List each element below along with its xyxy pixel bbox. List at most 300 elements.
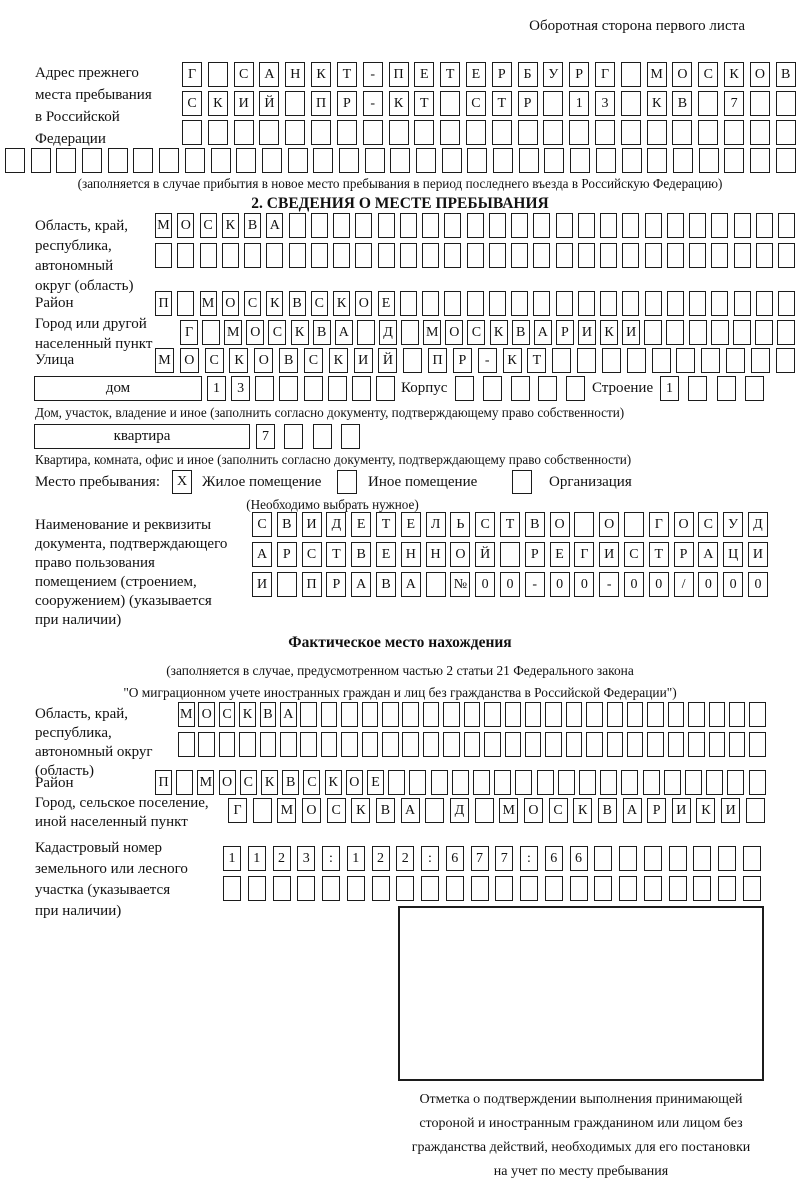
stamp-caption-line: стороной и иностранным гражданином или лицом без [419, 1116, 743, 1131]
char-box [82, 148, 102, 173]
char-box [464, 702, 481, 727]
char-box: П [389, 62, 409, 87]
char-box: К [647, 91, 667, 116]
char-box: М [155, 213, 172, 238]
char-box [133, 148, 153, 173]
char-box [304, 376, 323, 401]
char-box: О [246, 320, 264, 345]
char-box [244, 243, 261, 268]
document-row-2 [252, 542, 768, 567]
char-box: К [291, 320, 309, 345]
char-box: И [748, 542, 768, 567]
char-box [444, 213, 461, 238]
char-box [711, 320, 729, 345]
char-box: К [490, 320, 508, 345]
char-box: Д [326, 512, 346, 537]
char-box [755, 320, 773, 345]
char-box [400, 213, 417, 238]
char-box: К [208, 91, 228, 116]
prev-address-label-line: Федерации [35, 131, 106, 147]
char-box: С [240, 770, 257, 795]
char-box [645, 213, 662, 238]
char-box: 2 [273, 846, 291, 871]
char-box [423, 702, 440, 727]
char-box: С [205, 348, 224, 373]
char-box [333, 213, 350, 238]
char-box [538, 376, 557, 401]
char-box [668, 732, 685, 757]
char-box: О [222, 291, 239, 316]
char-box [262, 148, 282, 173]
char-box [505, 702, 522, 727]
char-box [285, 120, 305, 145]
char-box [389, 120, 409, 145]
char-box [519, 148, 539, 173]
char-box [543, 91, 563, 116]
char-box: Е [401, 512, 421, 537]
stroenie-label: Строение [592, 380, 654, 396]
char-box: К [389, 91, 409, 116]
char-box [311, 243, 328, 268]
char-box [776, 148, 796, 173]
char-box: М [499, 798, 518, 823]
char-box: Р [556, 320, 574, 345]
char-box [544, 148, 564, 173]
char-box [644, 876, 662, 901]
document-label-line: право пользования [35, 555, 155, 571]
char-box [664, 770, 681, 795]
char-box [421, 876, 439, 901]
char-box: К [600, 320, 618, 345]
char-box: И [302, 512, 322, 537]
char-box: А [623, 798, 642, 823]
char-box: О [445, 320, 463, 345]
char-box: Р [569, 62, 589, 87]
char-box [570, 148, 590, 173]
char-box [401, 320, 419, 345]
char-box [607, 732, 624, 757]
char-box [280, 732, 297, 757]
char-box [622, 213, 639, 238]
char-box [558, 770, 575, 795]
district-label: Район [35, 295, 74, 311]
char-box [688, 376, 707, 401]
char-box: С [219, 702, 236, 727]
char-box: В [282, 770, 299, 795]
char-box: С [302, 542, 322, 567]
char-box [455, 376, 474, 401]
char-box: О [180, 348, 199, 373]
char-box: 7 [471, 846, 489, 871]
char-box [178, 732, 195, 757]
char-box: О [450, 542, 470, 567]
char-box [202, 320, 220, 345]
char-box [200, 243, 217, 268]
char-box [647, 732, 664, 757]
char-box [223, 876, 241, 901]
char-box: И [672, 798, 691, 823]
region-label-line: автономный [35, 258, 114, 274]
char-box: 2 [396, 846, 414, 871]
char-box [566, 732, 583, 757]
actual-region-label-line: (область) [35, 763, 94, 779]
char-box: - [363, 62, 383, 87]
char-box [749, 732, 766, 757]
char-box: 0 [624, 572, 644, 597]
city-label-line: Город или другой [35, 316, 147, 332]
char-box [652, 348, 671, 373]
char-box [778, 243, 795, 268]
region-row-1 [155, 213, 795, 238]
char-box: И [234, 91, 254, 116]
char-box [729, 702, 746, 727]
stamp-box [398, 906, 764, 1081]
char-box: 0 [500, 572, 520, 597]
char-box [288, 148, 308, 173]
char-box: Н [426, 542, 446, 567]
char-box: 1 [660, 376, 679, 401]
char-box [777, 320, 795, 345]
char-box [621, 120, 641, 145]
char-box [266, 243, 283, 268]
char-box: Т [414, 91, 434, 116]
street-label: Улица [35, 352, 75, 368]
document-label-line: Наименование и реквизиты [35, 517, 212, 533]
char-box: С [311, 291, 328, 316]
char-box [464, 732, 481, 757]
char-box: В [313, 320, 331, 345]
char-box [494, 770, 511, 795]
char-box: М [423, 320, 441, 345]
char-box [372, 876, 390, 901]
char-box [378, 213, 395, 238]
char-box: А [266, 213, 283, 238]
char-box: / [674, 572, 694, 597]
stamp-caption [385, 1088, 777, 1184]
char-box: О [346, 770, 363, 795]
actual-region-label-line: республика, [35, 725, 112, 741]
char-box [627, 702, 644, 727]
char-box [699, 148, 719, 173]
char-box [756, 213, 773, 238]
prev-address-caption: (заполняется в случае прибытия в новое место пребывания в период последнего въезда в Российскую Федерацию) [77, 176, 723, 191]
char-box [525, 732, 542, 757]
char-box [442, 148, 462, 173]
char-box [566, 376, 585, 401]
char-box [289, 243, 306, 268]
char-box [711, 291, 728, 316]
char-box [669, 846, 687, 871]
char-box [689, 243, 706, 268]
char-box: Т [376, 512, 396, 537]
char-box [643, 770, 660, 795]
char-box: 0 [748, 572, 768, 597]
char-box: 3 [231, 376, 250, 401]
char-box: : [322, 846, 340, 871]
char-box: 1 [223, 846, 241, 871]
char-box [607, 702, 624, 727]
char-box [414, 120, 434, 145]
char-box [644, 846, 662, 871]
prev-address-label [35, 62, 185, 150]
char-box [177, 243, 194, 268]
char-box [357, 320, 375, 345]
char-box: Р [674, 542, 694, 567]
char-box: 2 [372, 846, 390, 871]
char-box: 3 [595, 91, 615, 116]
char-box [669, 876, 687, 901]
char-box [259, 120, 279, 145]
char-box [622, 243, 639, 268]
char-box: Д [450, 798, 469, 823]
char-box [422, 213, 439, 238]
char-box: С [304, 348, 323, 373]
house-name-box: дом [34, 376, 202, 401]
char-box: 1 [347, 846, 365, 871]
char-box: Е [367, 770, 384, 795]
char-box [734, 291, 751, 316]
char-box [489, 243, 506, 268]
char-box [552, 348, 571, 373]
char-box [426, 572, 446, 597]
char-box: А [351, 572, 371, 597]
char-box [495, 876, 513, 901]
char-box: Л [426, 512, 446, 537]
char-box: О [355, 291, 372, 316]
char-box [376, 376, 395, 401]
char-box [382, 732, 399, 757]
char-box [579, 770, 596, 795]
char-box: П [428, 348, 447, 373]
region-label [35, 216, 165, 296]
cadastral-row-2 [223, 876, 761, 901]
char-box: В [672, 91, 692, 116]
char-box [347, 876, 365, 901]
char-box [667, 243, 684, 268]
char-box [647, 148, 667, 173]
char-box [471, 876, 489, 901]
char-box [586, 702, 603, 727]
char-box: Й [378, 348, 397, 373]
char-box [511, 243, 528, 268]
char-box [724, 120, 744, 145]
char-box: Н [401, 542, 421, 567]
char-box: Г [649, 512, 669, 537]
document-row-1 [252, 512, 768, 537]
char-box: С [234, 62, 254, 87]
char-box: С [475, 512, 495, 537]
char-box: К [724, 62, 744, 87]
char-box: У [723, 512, 743, 537]
char-box: А [280, 702, 297, 727]
char-box [776, 348, 795, 373]
char-box: О [254, 348, 273, 373]
char-box: В [260, 702, 277, 727]
char-box: К [329, 348, 348, 373]
char-box [595, 120, 615, 145]
char-box [511, 376, 530, 401]
actual-location-note-2: "О миграционном учете иностранных граждан и лиц без гражданства в Российской Федерации") [123, 685, 677, 700]
char-box [750, 120, 770, 145]
stay-checkbox-organization [512, 470, 532, 494]
char-box: - [599, 572, 619, 597]
char-box: Е [414, 62, 434, 87]
char-box [239, 732, 256, 757]
char-box: С [327, 798, 346, 823]
char-box: Г [574, 542, 594, 567]
char-box: С [466, 91, 486, 116]
char-box: П [155, 291, 172, 316]
char-box [756, 291, 773, 316]
char-box [520, 876, 538, 901]
char-box: К [351, 798, 370, 823]
stay-checkbox-other-premises [337, 470, 357, 494]
street-row [155, 348, 795, 373]
char-box: 0 [723, 572, 743, 597]
actual-location-title: Фактическое место нахождения [288, 634, 512, 651]
region-label-line: республика, [35, 238, 112, 254]
char-box [619, 846, 637, 871]
char-box: И [622, 320, 640, 345]
char-box: А [252, 542, 272, 567]
char-box: 1 [207, 376, 226, 401]
char-box: - [478, 348, 497, 373]
char-box [578, 291, 595, 316]
char-box: С [467, 320, 485, 345]
char-box [396, 876, 414, 901]
char-box: О [524, 798, 543, 823]
stay-type-note: (Необходимо выбрать нужное) [246, 497, 419, 512]
char-box [776, 91, 796, 116]
char-box: Т [500, 512, 520, 537]
char-box: : [520, 846, 538, 871]
char-box: 0 [475, 572, 495, 597]
char-box: О [674, 512, 694, 537]
char-box [444, 243, 461, 268]
section2-title: 2. СВЕДЕНИЯ О МЕСТЕ ПРЕБЫВАНИЯ [251, 195, 549, 212]
char-box [778, 213, 795, 238]
char-box: 1 [569, 91, 589, 116]
char-box [475, 798, 494, 823]
char-box [673, 148, 693, 173]
char-box [734, 213, 751, 238]
char-box: М [224, 320, 242, 345]
char-box [452, 770, 469, 795]
char-box: Т [326, 542, 346, 567]
char-box [362, 702, 379, 727]
char-box [602, 348, 621, 373]
char-box: Ь [450, 512, 470, 537]
char-box [409, 770, 426, 795]
char-box [440, 120, 460, 145]
char-box: - [525, 572, 545, 597]
document-label [35, 516, 250, 630]
char-box: 6 [446, 846, 464, 871]
char-box: 1 [248, 846, 266, 871]
char-box [688, 702, 705, 727]
char-box: М [178, 702, 195, 727]
cadastral-label-line: Кадастровый номер [35, 840, 162, 856]
char-box [745, 376, 764, 401]
char-box: А [401, 572, 421, 597]
char-box [341, 424, 360, 449]
char-box: 3 [297, 846, 315, 871]
char-box [222, 243, 239, 268]
char-box [511, 291, 528, 316]
char-box [645, 291, 662, 316]
char-box [543, 120, 563, 145]
char-box [365, 148, 385, 173]
char-box [362, 732, 379, 757]
char-box [297, 876, 315, 901]
char-box: К [325, 770, 342, 795]
char-box: С [252, 512, 272, 537]
char-box [621, 91, 641, 116]
char-box [208, 120, 228, 145]
char-box: М [647, 62, 667, 87]
char-box: П [155, 770, 172, 795]
cadastral-label-line: при наличии) [35, 903, 122, 919]
char-box [321, 732, 338, 757]
cadastral-label-line: земельного или лесного [35, 861, 188, 877]
char-box: В [376, 798, 395, 823]
char-box: Й [475, 542, 495, 567]
char-box: Т [649, 542, 669, 567]
char-box [621, 770, 638, 795]
char-box [219, 732, 236, 757]
char-box [284, 424, 303, 449]
prev-address-label-line: места пребывания [35, 87, 152, 103]
char-box [537, 770, 554, 795]
char-box [260, 732, 277, 757]
char-box [600, 291, 617, 316]
document-label-line: при наличии) [35, 612, 122, 628]
char-box: С [303, 770, 320, 795]
char-box [647, 702, 664, 727]
actual-city-label-line: Город, сельское поселение, [35, 795, 209, 811]
char-box [718, 846, 736, 871]
char-box: Г [228, 798, 247, 823]
char-box [176, 770, 193, 795]
char-box: С [698, 62, 718, 87]
char-box [31, 148, 51, 173]
char-box [400, 243, 417, 268]
region-row-2 [155, 243, 795, 268]
char-box [689, 320, 707, 345]
char-box: Ц [723, 542, 743, 567]
char-box: Т [527, 348, 546, 373]
char-box [577, 348, 596, 373]
actual-region-row-2 [178, 732, 766, 757]
char-box: О [302, 798, 321, 823]
char-box [390, 148, 410, 173]
char-box: О [750, 62, 770, 87]
char-box: - [363, 91, 383, 116]
char-box [667, 291, 684, 316]
prev-address-row-2 [182, 91, 796, 116]
char-box [689, 291, 706, 316]
char-box [756, 243, 773, 268]
char-box [355, 243, 372, 268]
char-box [515, 770, 532, 795]
char-box [666, 320, 684, 345]
char-box [400, 291, 417, 316]
char-box [743, 876, 761, 901]
char-box: А [401, 798, 420, 823]
char-box [518, 120, 538, 145]
char-box: П [311, 91, 331, 116]
char-box: О [672, 62, 692, 87]
